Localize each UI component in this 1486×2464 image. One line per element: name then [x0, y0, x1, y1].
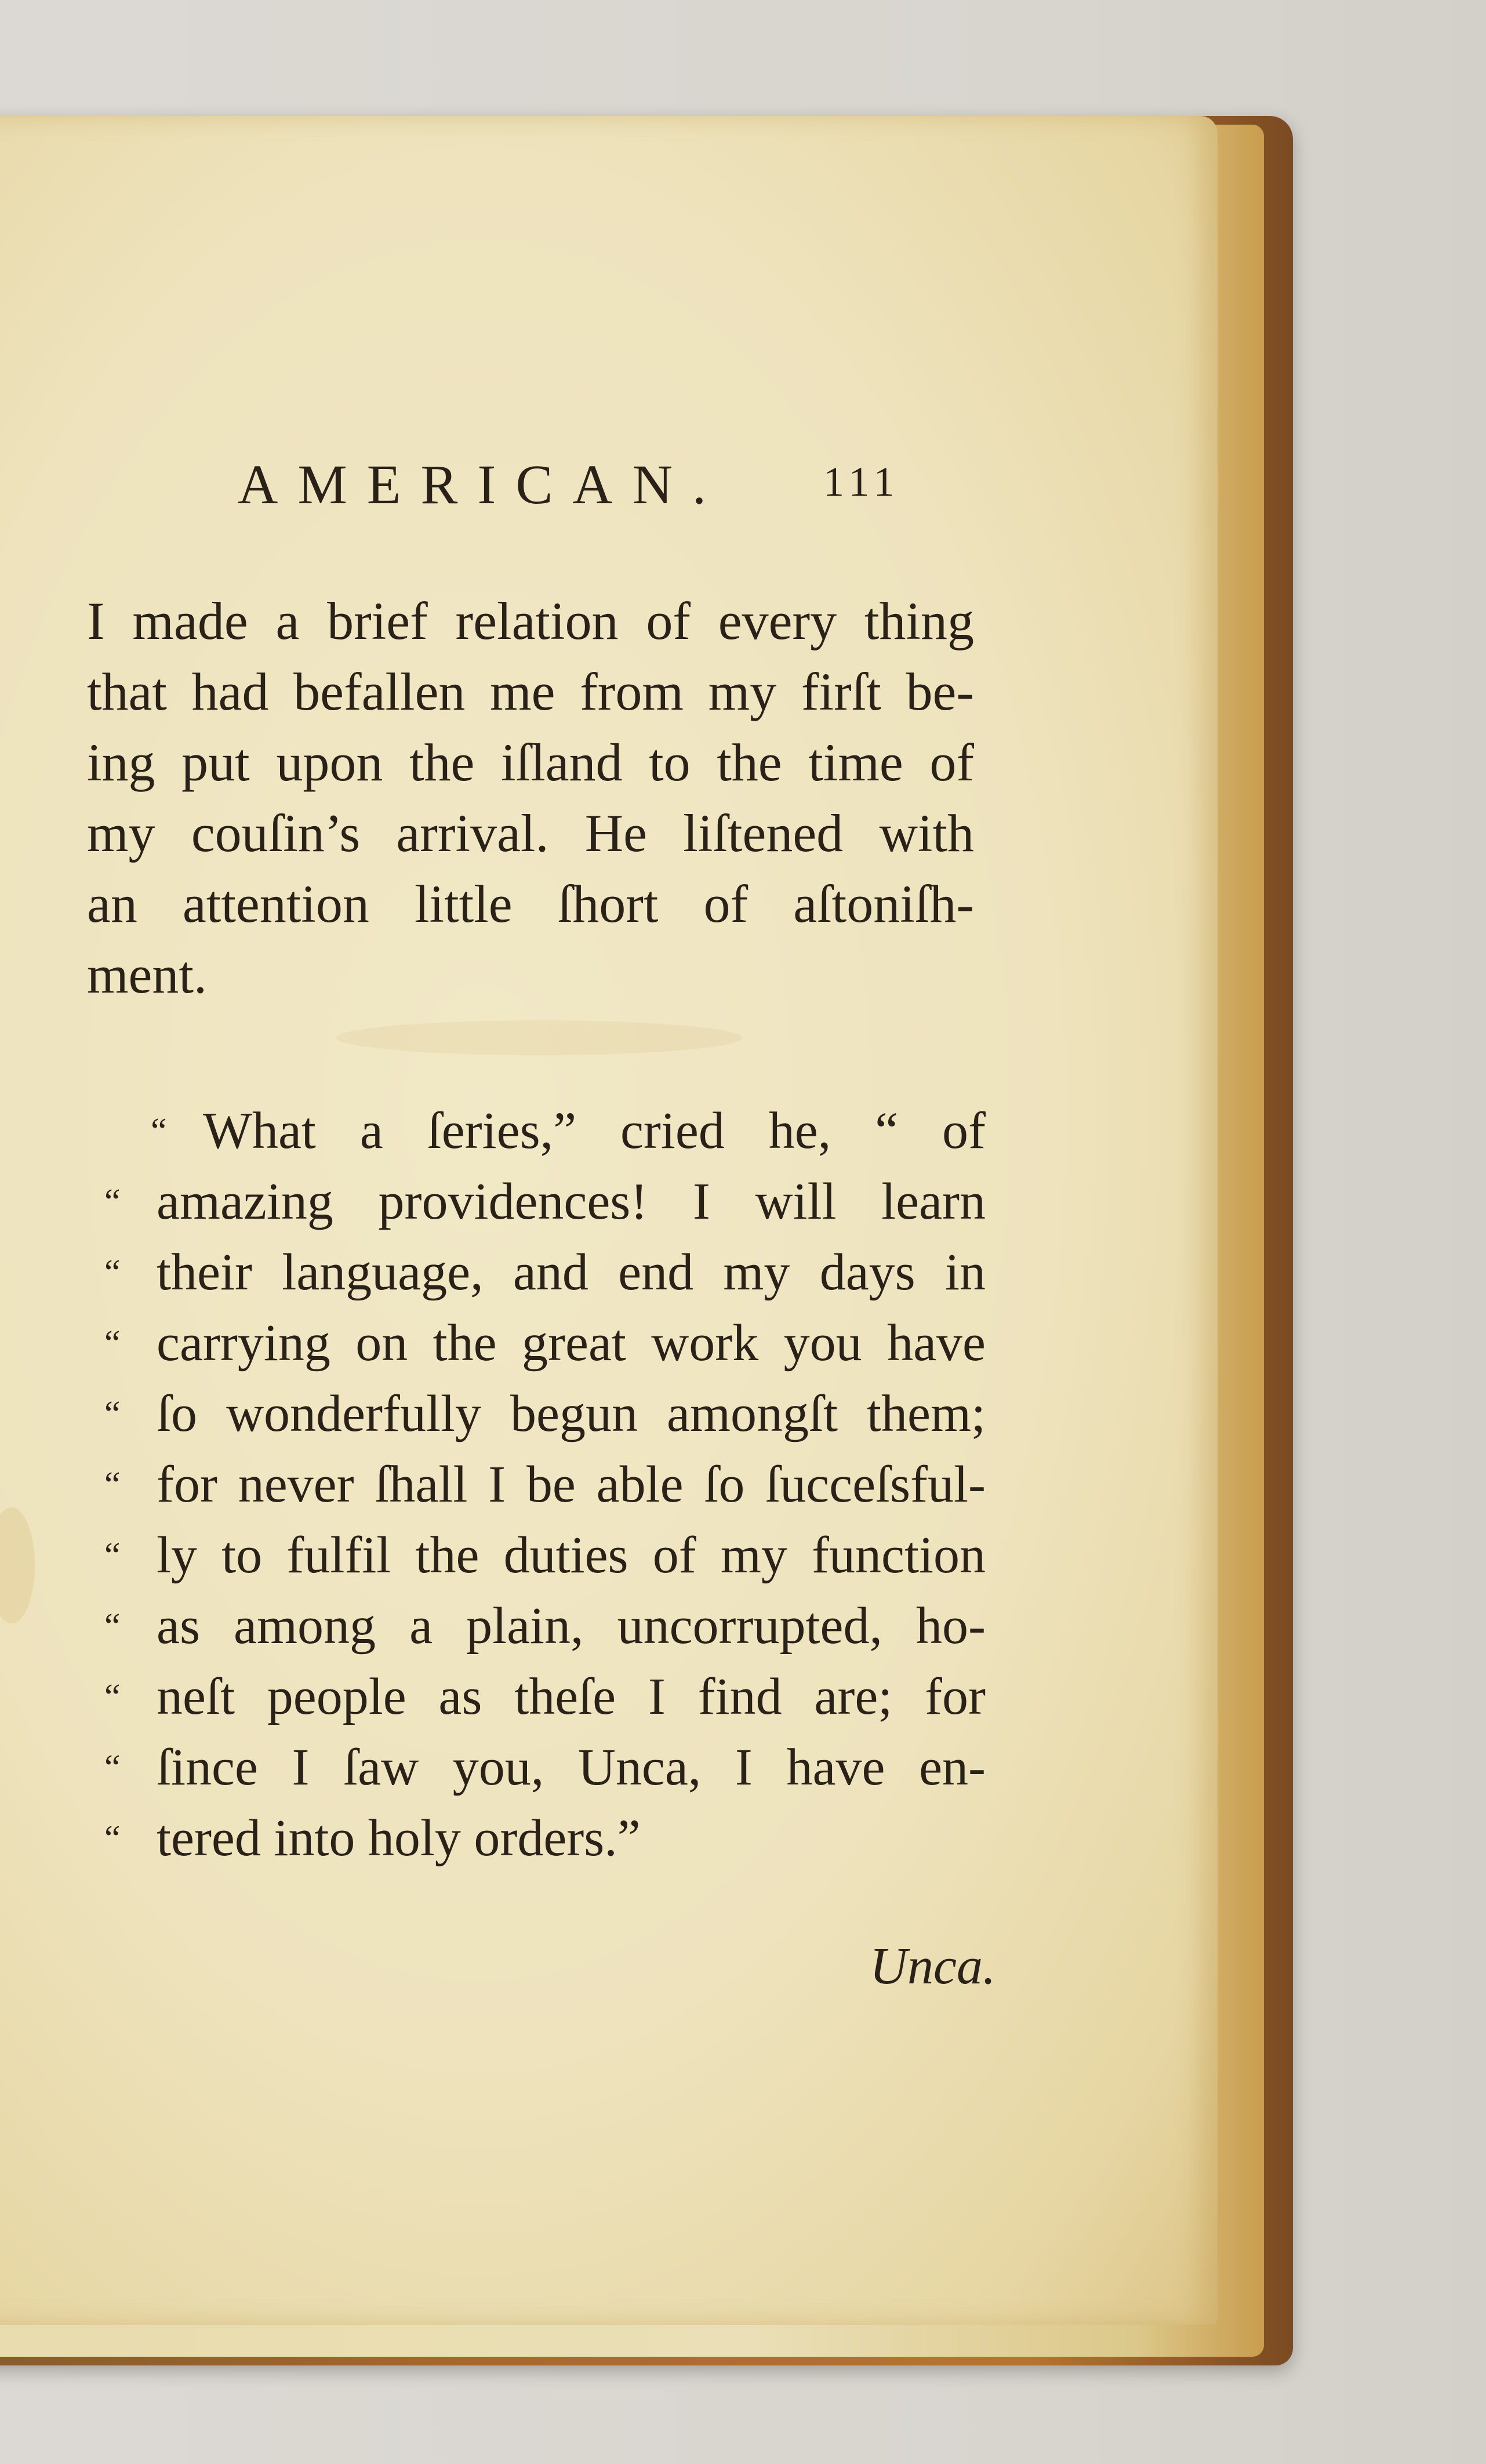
- quote-mark: “: [151, 1111, 167, 1151]
- quote-mark: “: [104, 1748, 121, 1787]
- quote-text: What a ſeries,” cried he, “ of: [203, 1102, 986, 1160]
- quote-mark: “: [104, 1465, 121, 1504]
- quote-mark: “: [104, 1394, 121, 1434]
- running-title: AMERICAN.: [238, 453, 726, 515]
- quote-line: [104, 1520, 986, 1591]
- book-page: [0, 116, 1218, 2325]
- text-line: I made a brief relation of every thing: [87, 591, 974, 650]
- quote-mark: “: [104, 1324, 121, 1363]
- quote-text: their language, and end my days in: [157, 1244, 986, 1301]
- quote-line: [104, 1662, 986, 1732]
- catchword: Unca.: [870, 1938, 996, 1995]
- quote-mark: “: [104, 1536, 121, 1575]
- quote-text: tered into holy orders.”: [157, 1809, 641, 1867]
- quote-text: amazing providences! I will learn: [157, 1173, 986, 1230]
- quote-text: neſt people as theſe I find are; for: [157, 1668, 986, 1725]
- quote-line: [104, 1803, 986, 1874]
- quote-line: [104, 1166, 986, 1237]
- quote-mark: “: [104, 1677, 121, 1717]
- paragraph: [87, 586, 974, 1010]
- quote-line: [104, 1379, 986, 1449]
- quote-text: ly to fulfil the duties of my function: [157, 1527, 986, 1584]
- quote-line: [104, 1449, 986, 1520]
- quote-text: for never ſhall I be able ſo ſucceſsful-: [157, 1456, 986, 1513]
- quoted-speech: [104, 1096, 986, 1874]
- quote-line: [104, 1308, 986, 1379]
- quote-line: [104, 1591, 986, 1662]
- text-line: that had befallen me from my firſt be-: [87, 662, 974, 721]
- quote-line: [104, 1732, 986, 1803]
- text-line: ment.: [87, 945, 207, 1004]
- quote-mark: “: [104, 1819, 121, 1858]
- quote-line: [104, 1096, 986, 1166]
- quote-mark: “: [104, 1182, 121, 1222]
- text-line: an attention little ſhort of aſtoniſh-: [87, 874, 974, 933]
- page-number: 111: [823, 459, 900, 505]
- quote-line: [104, 1237, 986, 1308]
- quote-text: as among a plain, uncorrupted, ho-: [157, 1597, 986, 1655]
- page-stain: [0, 1507, 35, 1623]
- text-line: ing put upon the iſland to the time of: [87, 733, 974, 792]
- quote-text: carrying on the great work you have: [157, 1314, 986, 1372]
- quote-text: ſo wonderfully begun amongſt them;: [157, 1385, 986, 1442]
- page-stain: [336, 1020, 742, 1055]
- quote-mark: “: [104, 1253, 121, 1292]
- text-line: my couſin’s arrival. He liſtened with: [87, 804, 974, 863]
- quote-mark: “: [104, 1607, 121, 1646]
- quote-text: ſince I ſaw you, Unca, I have en-: [157, 1739, 986, 1796]
